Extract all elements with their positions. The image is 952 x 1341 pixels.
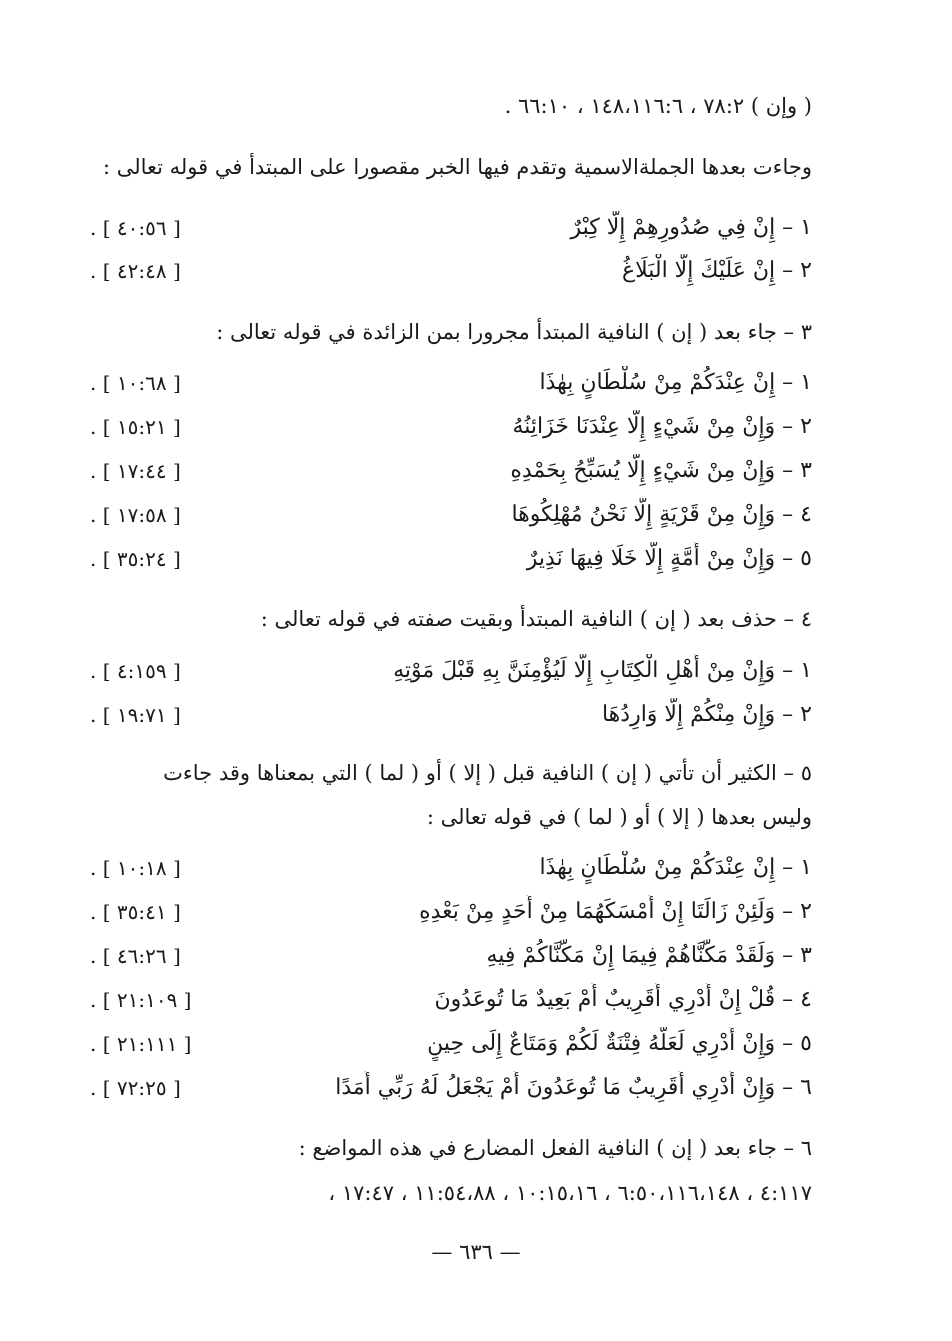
verse-ref: [ ٢١:١٠٩ ] . — [90, 988, 192, 1012]
verse-ref: [ ٤٦:٢٦ ] . — [90, 944, 181, 968]
verse-row — [90, 983, 812, 1017]
reference-list: ٤:١١٧ ، ٦:٥٠،١١٦،١٤٨ ، ١٠:١٥،١٦ ، ١١:٥٤،٨٨ ، ١٧:٤٧ ، — [328, 1181, 812, 1205]
verse-ref: [ ١٧:٤٤ ] . — [90, 459, 181, 483]
verse-row — [90, 366, 812, 400]
verse-ref: [ ٢١:١١١ ] . — [90, 1032, 192, 1056]
verse-text: ٢ – وَلَئِنْ زَالَتَا إِنْ أَمْسَكَهُمَا مِنْ أَحَدٍ مِنْ بَعْدِهِ — [419, 899, 812, 924]
verse-row — [90, 654, 812, 688]
verse-ref: [ ٤٢:٤٨ ] . — [90, 259, 181, 283]
verse-ref: [ ١٩:٧١ ] . — [90, 703, 181, 727]
verse-text: ٣ – وَلَقَدْ مَكَّنَّاهُمْ فِيمَا إِنْ مَكَّنَّاكُمْ فِيهِ — [486, 943, 812, 968]
verse-ref: [ ١٧:٥٨ ] . — [90, 503, 181, 527]
verse-ref: [ ١٠:١٨ ] . — [90, 856, 181, 880]
verse-text: ٦ – وَإِنْ أَدْرِي أَقَرِيبٌ مَا تُوعَدُونَ أَمْ يَجْعَلُ لَهُ رَبِّي أَمَدًا — [335, 1075, 812, 1100]
section-heading-5: ٥ – الكثير أن تأتي ( إن ) النافية قبل ( إلا ) أو ( لما ) التي بمعناها وقد جاءت — [163, 761, 812, 785]
verse-text: ١ – إِنْ فِي صُدُورِهِمْ إِلَّا كِبْرٌ — [570, 215, 812, 240]
verse-row — [90, 454, 812, 488]
verse-ref: [ ١٠:٦٨ ] . — [90, 371, 181, 395]
verse-row — [90, 851, 812, 885]
text-line-intro: وجاءت بعدها الجملةالاسمية وتقدم فيها الخبر مقصورا على المبتدأ في قوله تعالى : — [102, 155, 812, 179]
verse-row — [90, 1027, 812, 1061]
verse-ref: [ ٣٥:٢٤ ] . — [90, 547, 181, 571]
verse-text: ١ – إِنْ عِنْدَكُمْ مِنْ سُلْطَانٍ بِهٰذَا — [539, 370, 812, 395]
verse-text: ٢ – وَإِنْ مِنْكُمْ إِلَّا وَارِدُهَا — [601, 702, 812, 727]
verse-text: ٣ – وَإِنْ مِنْ شَيْءٍ إِلَّا يُسَبِّحُ بِحَمْدِهِ — [510, 458, 812, 483]
verse-ref: [ ١٥:٢١ ] . — [90, 415, 181, 439]
verse-row — [90, 254, 812, 288]
section-heading-6: ٦ – جاء بعد ( إن ) النافية الفعل المضارع في هذه المواضع : — [298, 1136, 812, 1160]
verse-text: ٤ – وَإِنْ مِنْ قَرْيَةٍ إِلَّا نَحْنُ مُهْلِكُوهَا — [511, 502, 812, 527]
verse-text: ٥ – وَإِنْ أَدْرِي لَعَلَّهُ فِتْنَةٌ لَكُمْ وَمَتَاعٌ إِلَى حِينٍ — [427, 1031, 812, 1056]
verse-ref: [ ٧٢:٢٥ ] . — [90, 1076, 181, 1100]
section-heading-4: ٤ – حذف بعد ( إن ) النافية المبتدأ وبقيت صفته في قوله تعالى : — [260, 607, 812, 631]
verse-text: ٤ – قُلْ إِنْ أَدْرِي أَقَرِيبٌ أَمْ بَعِيدٌ مَا تُوعَدُونَ — [434, 987, 812, 1012]
verse-ref: [ ٤٠:٥٦ ] . — [90, 216, 181, 240]
verse-row — [90, 1071, 812, 1105]
text-line-intro-ref: ( وإن ) ٧٨:٢ ، ١٤٨،١١٦:٦ ، ٦٦:١٠ . — [504, 94, 812, 118]
verse-text: ١ – وَإِنْ مِنْ أَهْلِ الْكِتَابِ إِلَّا لَيُؤْمِنَنَّ بِهِ قَبْلَ مَوْتِهِ — [393, 658, 812, 683]
verse-row — [90, 542, 812, 576]
verse-row — [90, 498, 812, 532]
verse-text: ٢ – إِنْ عَلَيْكَ إِلَّا الْبَلَاغُ — [621, 258, 812, 283]
section-heading-5-cont: وليس بعدها ( إلا ) أو ( لما ) في قوله تعالى : — [426, 805, 812, 829]
verse-ref: [ ٣٥:٤١ ] . — [90, 900, 181, 924]
verse-text: ٥ – وَإِنْ مِنْ أُمَّةٍ إِلَّا خَلَا فِيهَا نَذِيرٌ — [526, 546, 812, 571]
section-heading-3: ٣ – جاء بعد ( إن ) النافية المبتدأ مجرورا بمن الزائدة في قوله تعالى : — [216, 320, 812, 344]
verse-row — [90, 211, 812, 245]
verse-row — [90, 939, 812, 973]
verse-text: ٢ – وَإِنْ مِنْ شَيْءٍ إِلَّا عِنْدَنَا خَزَائِنُهُ — [512, 414, 812, 439]
verse-text: ١ – إِنْ عِنْدَكُمْ مِنْ سُلْطَانٍ بِهٰذَا — [539, 855, 812, 880]
verse-ref: [ ٤:١٥٩ ] . — [90, 659, 181, 683]
page-number: — ٦٣٦ — — [431, 1240, 521, 1264]
verse-row — [90, 895, 812, 929]
verse-row — [90, 410, 812, 444]
verse-row — [90, 698, 812, 732]
